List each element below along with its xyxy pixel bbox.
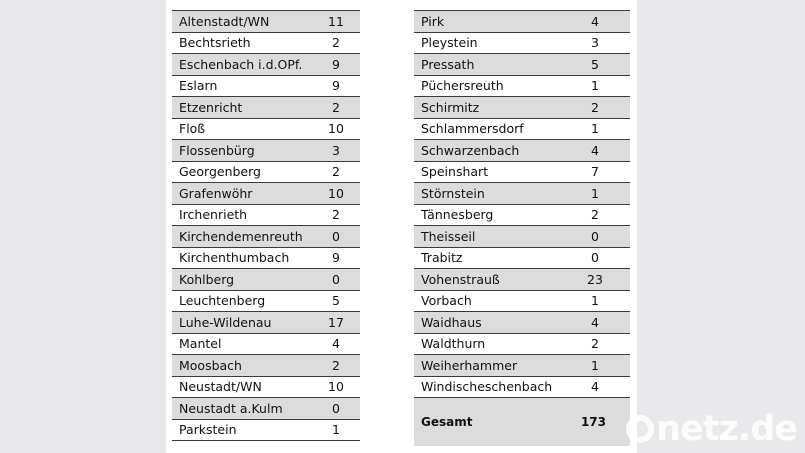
municipality-name: Leuchtenberg	[179, 293, 266, 309]
table-row	[414, 291, 630, 313]
count-value: 1	[591, 121, 599, 137]
count-value: 0	[591, 228, 599, 244]
total-label: Gesamt	[421, 415, 473, 429]
table-row	[414, 97, 630, 119]
count-value: 3	[591, 35, 599, 51]
municipality-name: Schlammersdorf	[421, 121, 524, 137]
table-row	[172, 76, 360, 98]
count-value: 3	[332, 142, 340, 158]
municipality-name: Kirchendemenreuth	[179, 228, 303, 244]
table-row	[414, 183, 630, 205]
onetz-watermark	[626, 409, 797, 449]
municipality-name: Kohlberg	[179, 271, 235, 287]
count-value: 0	[332, 271, 340, 287]
municipality-name: Pressath	[421, 56, 475, 72]
table-row	[172, 334, 360, 356]
table-row	[172, 183, 360, 205]
municipality-name: Waldthurn	[421, 336, 486, 352]
municipality-name: Neustadt/WN	[179, 379, 262, 395]
watermark-text: netz.de	[656, 409, 797, 449]
count-value: 9	[332, 78, 340, 94]
municipality-name: Speinshart	[421, 164, 489, 180]
table-row	[414, 140, 630, 162]
municipality-name: Schirmitz	[421, 99, 480, 115]
table-row	[172, 226, 360, 248]
municipality-name: Eslarn	[179, 78, 218, 94]
municipality-name: Theisseil	[421, 228, 476, 244]
table-row	[172, 355, 360, 377]
municipality-name: Luhe-Wildenau	[179, 314, 272, 330]
table-row	[172, 205, 360, 227]
count-value: 5	[332, 293, 340, 309]
count-value: 2	[332, 35, 340, 51]
table-row	[414, 119, 630, 141]
municipality-name: Moosbach	[179, 357, 242, 373]
count-value: 0	[332, 400, 340, 416]
table-row	[414, 269, 630, 291]
table-row	[414, 11, 630, 33]
count-value: 0	[591, 250, 599, 266]
count-value: 11	[328, 13, 344, 29]
count-value: 10	[328, 185, 344, 201]
municipality-name: Tännesberg	[421, 207, 494, 223]
table-row	[172, 291, 360, 313]
table-row	[172, 140, 360, 162]
total-row	[414, 398, 630, 446]
count-value: 4	[591, 379, 599, 395]
municipality-name: Vohenstrauß	[421, 271, 500, 287]
municipality-name: Bechtsrieth	[179, 35, 251, 51]
table-row	[172, 269, 360, 291]
table-row	[172, 97, 360, 119]
count-value: 1	[591, 293, 599, 309]
municipality-name: Pirk	[421, 13, 445, 29]
table-row	[414, 226, 630, 248]
municipality-name: Pleystein	[421, 35, 478, 51]
count-value: 2	[332, 99, 340, 115]
municipality-name: Floß	[179, 121, 206, 137]
municipality-name: Parkstein	[179, 422, 237, 438]
table-row	[172, 248, 360, 270]
table-row	[414, 162, 630, 184]
total-value: 173	[580, 415, 606, 429]
count-value: 10	[328, 379, 344, 395]
count-value: 10	[328, 121, 344, 137]
count-value: 7	[591, 164, 599, 180]
municipality-name: Windischeschenbach	[421, 379, 553, 395]
municipality-name: Altenstadt/WN	[179, 13, 270, 29]
municipality-name: Georgenberg	[179, 164, 261, 180]
municipality-name: Neustadt a.Kulm	[179, 400, 283, 416]
municipality-name: Schwarzenbach	[421, 142, 520, 158]
right-table	[414, 10, 630, 446]
table-row	[172, 398, 360, 420]
count-value: 2	[332, 357, 340, 373]
table-row	[414, 54, 630, 76]
municipality-name: Püchersreuth	[421, 78, 504, 94]
count-value: 4	[332, 336, 340, 352]
municipality-name: Irchenrieth	[179, 207, 248, 223]
table-row	[172, 377, 360, 399]
table-row	[172, 119, 360, 141]
count-value: 2	[591, 99, 599, 115]
watermark-logo-ring-icon	[626, 415, 654, 443]
municipality-name: Mantel	[179, 336, 222, 352]
table-row	[414, 355, 630, 377]
count-value: 2	[591, 336, 599, 352]
table-row	[172, 11, 360, 33]
table-row	[414, 334, 630, 356]
table-row	[414, 248, 630, 270]
municipality-name: Kirchenthumbach	[179, 250, 290, 266]
count-value: 1	[591, 78, 599, 94]
municipality-name: Waidhaus	[421, 314, 482, 330]
count-value: 9	[332, 56, 340, 72]
municipality-name: Störnstein	[421, 185, 485, 201]
table-row	[172, 312, 360, 334]
table-row	[414, 312, 630, 334]
count-value: 9	[332, 250, 340, 266]
count-value: 17	[328, 314, 344, 330]
count-value: 2	[591, 207, 599, 223]
municipality-name: Eschenbach i.d.OPf.	[179, 56, 303, 72]
count-value: 2	[332, 207, 340, 223]
table-row	[414, 76, 630, 98]
municipality-name: Grafenwöhr	[179, 185, 253, 201]
left-table	[172, 10, 360, 441]
count-value: 0	[332, 228, 340, 244]
count-value: 4	[591, 314, 599, 330]
municipality-name: Trabitz	[421, 250, 463, 266]
count-value: 1	[591, 357, 599, 373]
count-value: 1	[591, 185, 599, 201]
municipality-name: Weiherhammer	[421, 357, 518, 373]
table-row	[172, 54, 360, 76]
count-value: 23	[587, 271, 603, 287]
table-row	[172, 162, 360, 184]
table-row	[414, 205, 630, 227]
count-value: 1	[332, 422, 340, 438]
municipality-name: Flossenbürg	[179, 142, 255, 158]
municipality-name: Vorbach	[421, 293, 472, 309]
count-value: 4	[591, 13, 599, 29]
table-row	[172, 420, 360, 442]
count-value: 2	[332, 164, 340, 180]
table-row	[414, 377, 630, 399]
table-row	[172, 33, 360, 55]
municipality-name: Etzenricht	[179, 99, 243, 115]
count-value: 5	[591, 56, 599, 72]
table-row	[414, 33, 630, 55]
count-value: 4	[591, 142, 599, 158]
